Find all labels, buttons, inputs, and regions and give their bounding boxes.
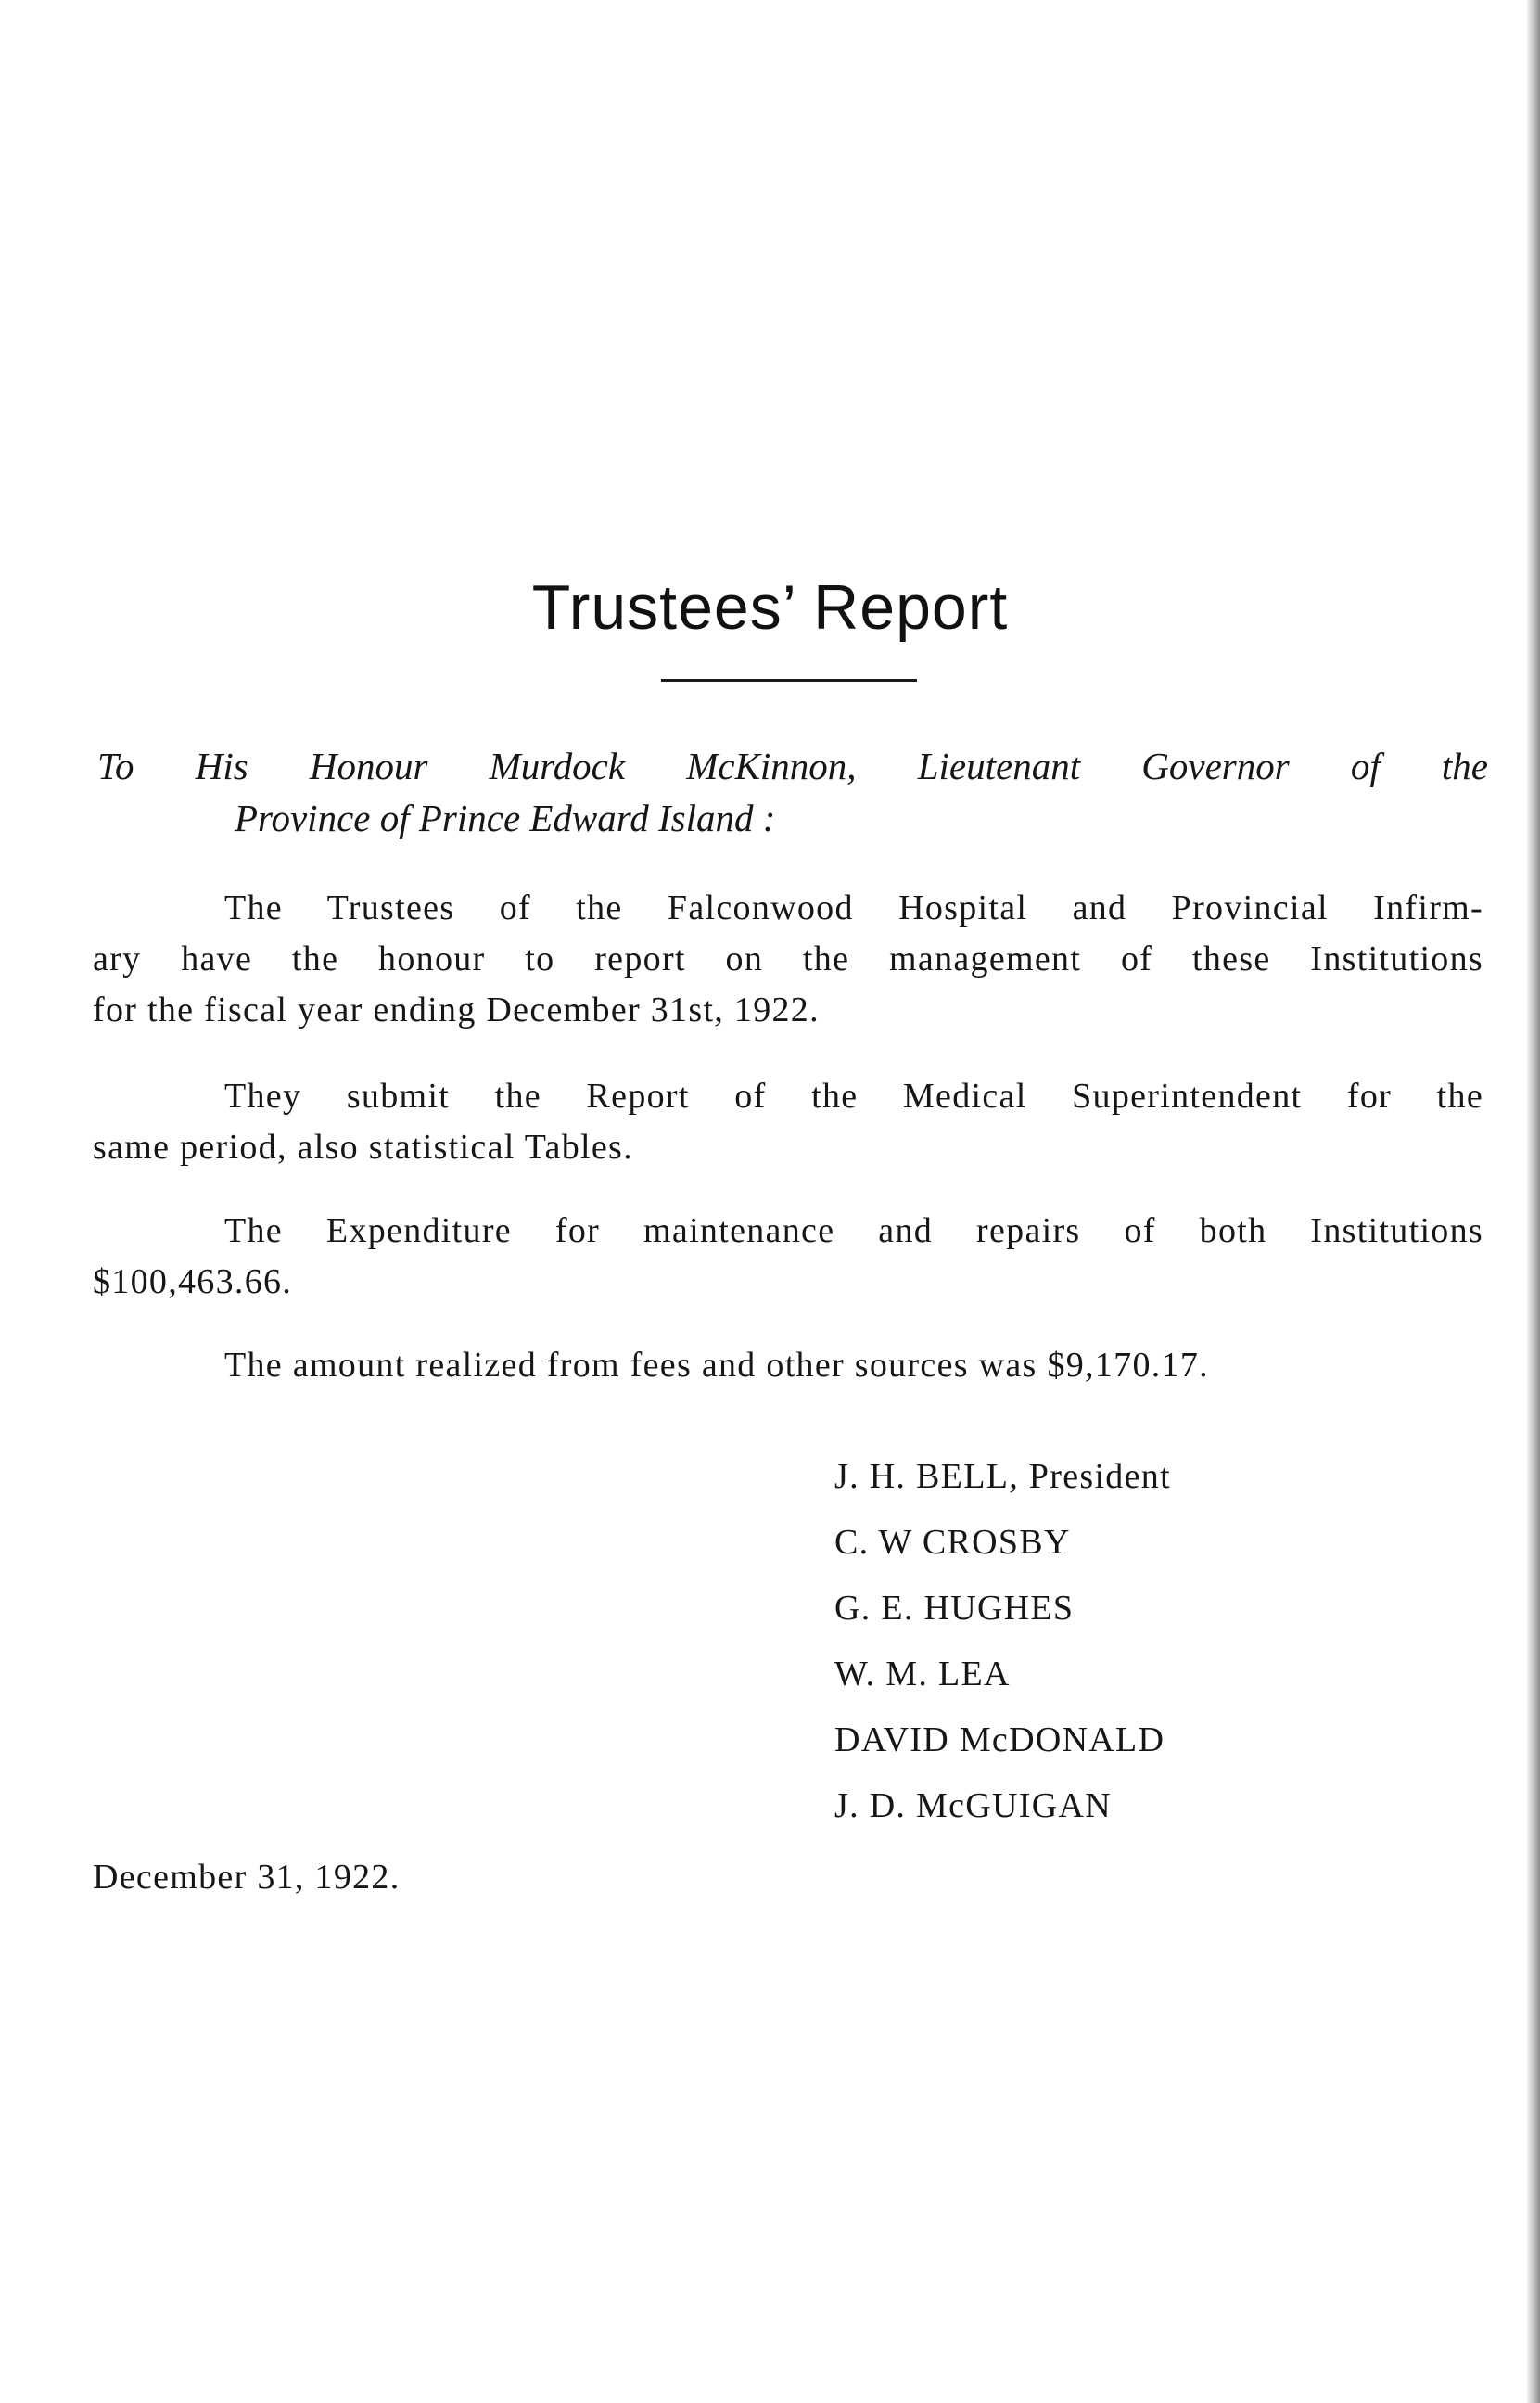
salutation-line-1: To His Honour Murdock McKinnon, Lieutenant Governor of the	[97, 745, 1488, 787]
signatory-name: J. D. McGUIGAN	[834, 1786, 1112, 1825]
paragraph-line: The Expenditure for maintenance and repairs of both Institutions	[224, 1211, 1483, 1250]
salutation-line-2: Province of Prince Edward Island :	[235, 797, 776, 839]
signatory-name: W. M. LEA	[834, 1655, 1011, 1694]
signatory-list	[834, 1451, 1391, 1846]
paragraph-fees	[93, 1340, 1483, 1391]
paragraph-line: The Trustees of the Falconwood Hospital and Provincial Infirm-	[224, 888, 1483, 927]
title-underline-rule	[661, 679, 917, 682]
report-title: Trustees’ Report	[531, 572, 1009, 643]
paragraph-medical-report	[93, 1071, 1483, 1173]
paragraph-line: same period, also statistical Tables.	[93, 1128, 633, 1167]
page-edge-shadow	[1527, 0, 1540, 2403]
paragraph-expenditure	[93, 1206, 1483, 1308]
salutation	[97, 740, 1488, 844]
paragraph-line: for the fiscal year ending December 31st, 1922.	[93, 991, 820, 1029]
signatory-name: J. H. BELL, President	[834, 1457, 1171, 1496]
paragraph-report-intro	[93, 883, 1483, 1036]
signatory-name: C. W CROSBY	[834, 1523, 1071, 1562]
signatory-name: DAVID McDONALD	[834, 1720, 1165, 1759]
paragraph-line: The amount realized from fees and other sources was $9,170.17.	[224, 1346, 1209, 1385]
signatory-name: G. E. HUGHES	[834, 1589, 1075, 1628]
paragraph-line: $100,463.66.	[93, 1262, 293, 1301]
report-date: December 31, 1922.	[93, 1858, 401, 1897]
paragraph-line: They submit the Report of the Medical Superintendent for the	[224, 1077, 1483, 1116]
paragraph-line: ary have the honour to report on the management of these Institutions	[93, 939, 1483, 978]
